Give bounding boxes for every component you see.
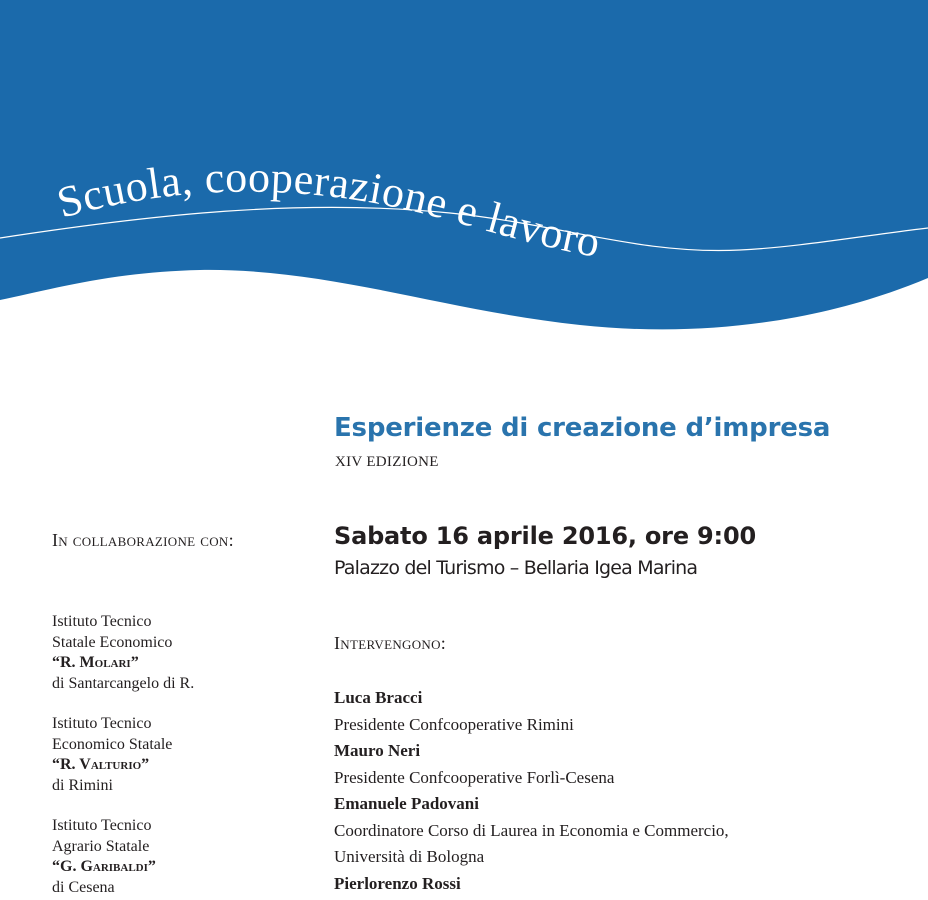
school-city: di Santarcangelo di R.: [52, 674, 195, 692]
speaker-name: Luca Bracci: [334, 688, 423, 707]
school-line: Agrario Statale: [52, 837, 150, 855]
speaker-role: Coordinatore Corso di Laurea in Economia e Commercio,: [334, 820, 729, 840]
school-line: Istituto Tecnico: [52, 613, 152, 630]
school-block: [52, 714, 172, 796]
school-name: “R. Valturio”: [52, 756, 150, 773]
school-name: “G. Garibaldi”: [52, 858, 156, 875]
speaker-name: Pierlorenzo Rossi: [334, 873, 461, 893]
speaker-name: Mauro Neri: [334, 741, 421, 760]
speaker-role: Presidente Confcooperative Rimini: [334, 714, 574, 734]
speaker-role-continued: Università di Bologna: [334, 847, 485, 866]
banner-title: Scuola, cooperazione e lavoro: [51, 152, 605, 267]
school-block: [52, 612, 194, 694]
school-name: “R. Molari”: [52, 654, 139, 671]
school-city: di Rimini: [52, 776, 113, 794]
speakers-list: [334, 685, 729, 897]
school-line: Istituto Tecnico: [52, 715, 152, 732]
header-banner: [0, 0, 928, 340]
school-line: Istituto Tecnico: [52, 817, 152, 834]
speakers-heading: Intervengono:: [334, 633, 447, 653]
event-venue: Palazzo del Turismo – Bellaria Igea Marina: [334, 557, 698, 579]
edition-label: XIV EDIZIONE: [335, 454, 439, 470]
school-block: [52, 816, 156, 898]
event-subtitle: Esperienze di creazione d’impresa: [334, 413, 831, 443]
speaker-role: Presidente Confcooperative Forlì-Cesena: [334, 767, 615, 787]
event-date: Sabato 16 aprile 2016, ore 9:00: [334, 522, 756, 550]
collaboration-heading: In collaborazione con:: [52, 530, 234, 550]
school-line: Economico Statale: [52, 735, 173, 753]
school-line: Statale Economico: [52, 633, 173, 651]
speaker-name: Emanuele Padovani: [334, 794, 479, 813]
school-city: di Cesena: [52, 878, 115, 896]
